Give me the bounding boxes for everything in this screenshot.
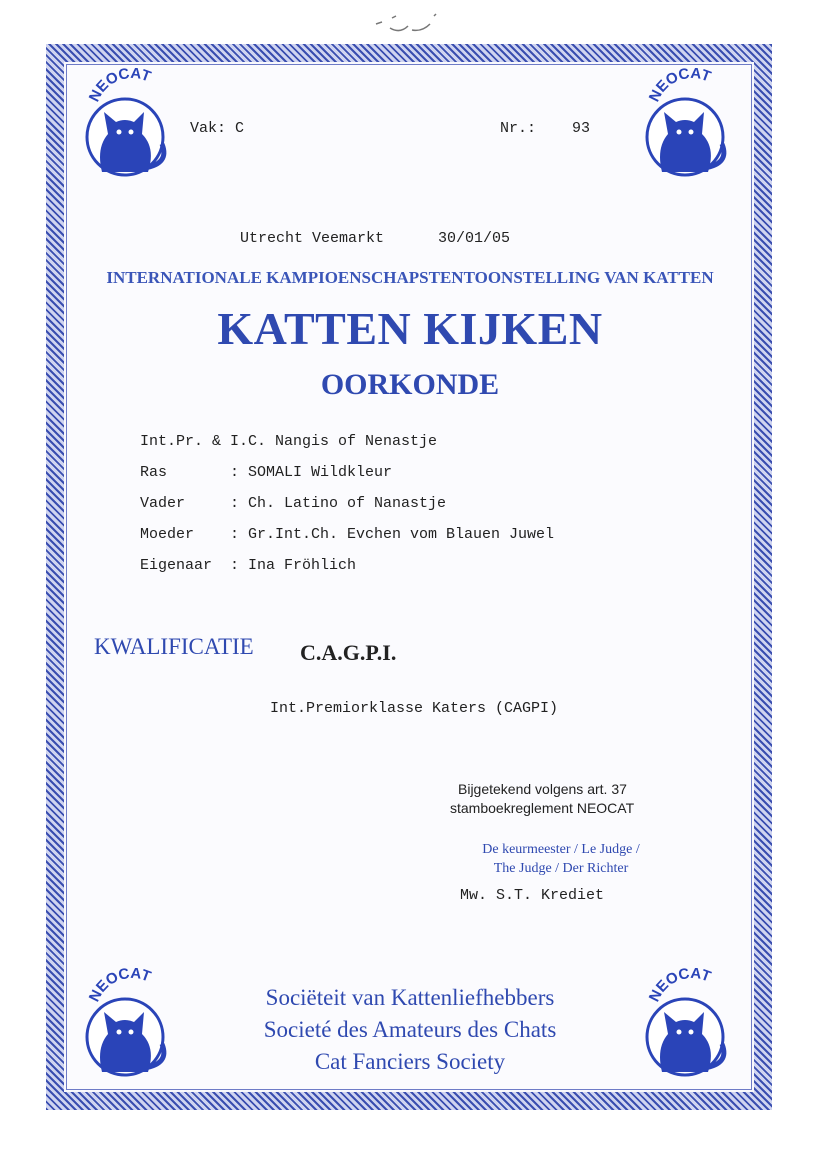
logo-text: NEOCAT bbox=[85, 968, 154, 1005]
detail-value: : Gr.Int.Ch. Evchen vom Blauen Juwel bbox=[230, 526, 555, 543]
cat-icon bbox=[82, 68, 182, 178]
detail-label: Eigenaar bbox=[140, 557, 213, 574]
detail-label: Moeder bbox=[140, 526, 195, 543]
cat-name: Int.Pr. & I.C. Nangis of Nenastje bbox=[140, 433, 438, 450]
logo-text: NEOCAT bbox=[645, 968, 714, 1005]
detail-row-vader bbox=[140, 494, 554, 525]
main-title: KATTEN KIJKEN bbox=[217, 303, 603, 354]
cat-details bbox=[140, 432, 554, 587]
logo-text: NEOCAT bbox=[645, 68, 714, 105]
judge-label bbox=[476, 840, 646, 878]
stamp-line-1: Bijgetekend volgens art. 37 bbox=[458, 781, 627, 797]
sub-title: OORKONDE bbox=[320, 368, 500, 401]
stamp-text bbox=[450, 780, 634, 818]
society-line-3: Cat Fanciers Society bbox=[314, 1049, 506, 1074]
stamp-line-2: stamboekreglement NEOCAT bbox=[450, 800, 635, 816]
qualification-label: KWALIFICATIE bbox=[94, 634, 254, 659]
society-line-2: Societé des Amateurs des Chats bbox=[263, 1017, 557, 1042]
society-names bbox=[0, 982, 820, 1078]
judge-label-line-1: De keurmeester / Le Judge / bbox=[482, 842, 640, 857]
detail-value: : Ina Fröhlich bbox=[230, 557, 357, 574]
detail-row-ras bbox=[140, 463, 554, 494]
pen-scribble bbox=[372, 12, 442, 36]
qualification-value: C.A.G.P.I. bbox=[300, 640, 397, 665]
neocat-logo-top-left bbox=[82, 68, 182, 178]
vak-field: Vak: C bbox=[190, 120, 245, 137]
judge-label-line-2: The Judge / Der Richter bbox=[493, 861, 629, 876]
detail-row-eigenaar bbox=[140, 556, 554, 587]
detail-value: : Ch. Latino of Nanastje bbox=[230, 495, 447, 512]
nr-value: 93 bbox=[572, 120, 591, 137]
cat-name-row bbox=[140, 432, 554, 463]
class-description: Int.Premiorklasse Katers (CAGPI) bbox=[270, 700, 559, 717]
event-date: 30/01/05 bbox=[438, 230, 511, 247]
judge-name: Mw. S.T. Krediet bbox=[460, 887, 605, 904]
detail-row-moeder bbox=[140, 525, 554, 556]
neocat-logo-top-right bbox=[642, 68, 742, 178]
society-line-1: Sociëteit van Kattenliefhebbers bbox=[265, 985, 555, 1010]
show-title: INTERNATIONALE KAMPIOENSCHAPSTENTOONSTELLING VAN KATTEN bbox=[106, 268, 714, 287]
detail-value: : SOMALI Wildkleur bbox=[230, 464, 393, 481]
event-location-date bbox=[240, 230, 510, 247]
event-location: Utrecht Veemarkt bbox=[240, 230, 385, 247]
detail-label: Ras bbox=[140, 464, 168, 481]
nr-label: Nr.: bbox=[500, 120, 537, 137]
logo-text: NEOCAT bbox=[85, 68, 154, 105]
detail-label: Vader bbox=[140, 495, 186, 512]
nr-field bbox=[500, 120, 590, 137]
cat-icon bbox=[642, 68, 742, 178]
